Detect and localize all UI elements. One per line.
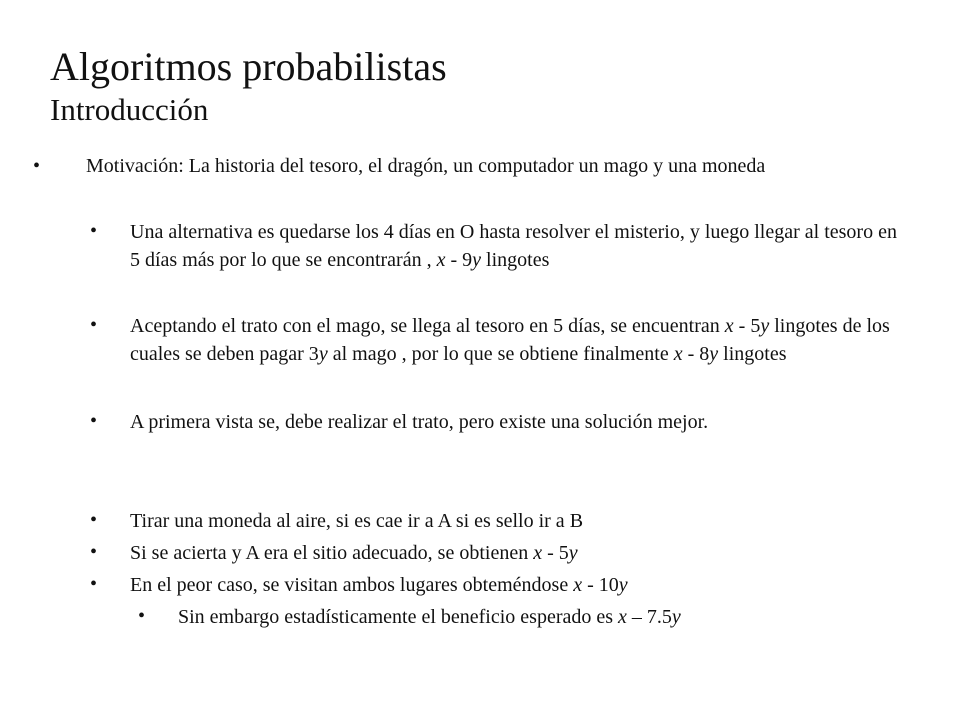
text-segment: Aceptando el trato con el mago, se llega al tesoro en 5 días, se encuentran [130, 315, 725, 337]
var-y: y [760, 315, 770, 337]
text-segment: - 5 [733, 315, 761, 337]
text-segment: lingotes [481, 249, 550, 271]
bullet-marker: • [138, 605, 146, 627]
text-segment: Sin embargo estadísticamente el beneficio esperado es [178, 606, 619, 628]
var-x: x [724, 315, 734, 337]
var-x: x [573, 574, 583, 596]
bullet-marker: • [90, 573, 98, 595]
bullet-marker: • [90, 541, 98, 563]
bullet-marker: • [90, 509, 98, 531]
bullet-worst-case [130, 571, 905, 599]
var-y: y [472, 249, 482, 271]
var-y: y [618, 574, 628, 596]
bullet-success [130, 539, 905, 567]
text-segment: al mago , por lo que se obtiene finalmente [327, 343, 674, 365]
slide-subtitle: Introducción [50, 92, 209, 127]
bullet-expected-benefit [178, 603, 898, 631]
var-x: x [618, 606, 627, 628]
bullet-deal [130, 312, 905, 368]
bullet-marker: • [90, 314, 98, 336]
slide-title: Algoritmos probabilistas [50, 44, 447, 89]
var-x: x [533, 542, 543, 564]
bullet-marker: • [90, 410, 98, 432]
bullet-marker: • [90, 220, 98, 242]
var-y: y [709, 343, 719, 365]
bullet-motivation: Motivación: La historia del tesoro, el dragón, un computador un mago y una moneda [86, 155, 766, 177]
bullet-marker: • [33, 155, 41, 177]
text-segment: - 8 [682, 343, 710, 365]
text-segment: - 5 [542, 542, 569, 564]
var-y: y [318, 343, 328, 365]
text-segment: - 9 [445, 249, 473, 271]
text-segment: Si se acierta y A era el sitio adecuado, se obtienen [130, 542, 534, 564]
bullet-coin-toss: Tirar una moneda al aire, si es cae ir a A si es sello ir a B [130, 510, 584, 532]
text-segment: Una alternativa es quedarse los 4 días en O hasta resolver el misterio, y luego llegar al tesoro en 5 días más por lo que se encontrarán , [130, 221, 897, 271]
text-segment: lingotes [718, 343, 787, 365]
var-y: y [671, 606, 681, 628]
text-segment: – 7.5 [626, 606, 672, 628]
text-segment: - 10 [582, 574, 619, 596]
var-y: y [568, 542, 578, 564]
var-x: x [436, 249, 446, 271]
bullet-alternative [130, 218, 905, 274]
text-segment: En el peor caso, se visitan ambos lugares obteméndose [130, 574, 574, 596]
var-x: x [673, 343, 683, 365]
text-segment: lingotes de los cuales se deben pagar 3 [130, 315, 890, 365]
bullet-first-sight: A primera vista se, debe realizar el trato, pero existe una solución mejor. [130, 411, 709, 433]
